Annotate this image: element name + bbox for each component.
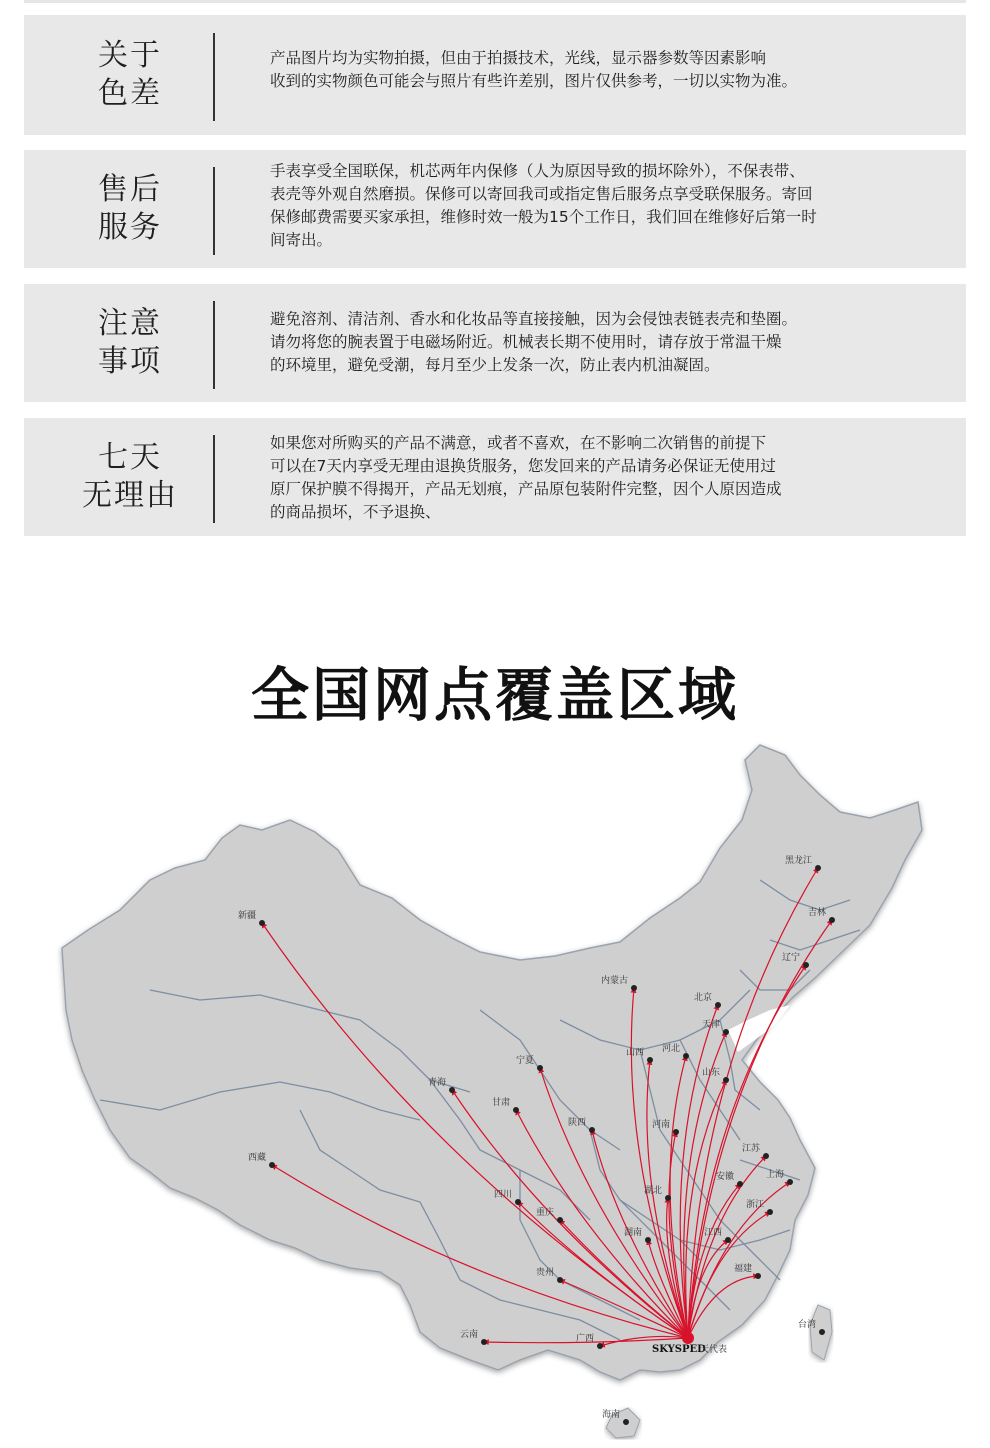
city-label-sichuan: 四川 [493, 1190, 512, 1200]
section-heading [24, 15, 236, 135]
city-dot-hubei [665, 1195, 671, 1201]
city-dot-liaoning [803, 962, 809, 968]
city-dot-beijing [715, 1002, 721, 1008]
city-dot-sichuan [515, 1199, 521, 1205]
city-dot-chongqing [557, 1217, 563, 1223]
city-dot-heilongjiang [815, 865, 821, 871]
city-label-ningxia: 宁夏 [515, 1056, 534, 1066]
city-dot-ningxia [537, 1065, 543, 1071]
section-heading-line1: 注意 [98, 306, 162, 341]
city-dot-shanxi [647, 1057, 653, 1063]
hub-city-label: 天代表 [700, 1345, 728, 1355]
section-heading-line2: 事项 [98, 344, 162, 379]
city-label-taiwan: 台湾 [797, 1320, 816, 1330]
section-divider [213, 301, 215, 389]
city-label-zhejiang: 浙江 [745, 1200, 764, 1210]
city-dot-fujian [755, 1273, 761, 1279]
city-label-hainan: 海南 [601, 1410, 620, 1420]
city-label-hubei: 湖北 [643, 1186, 662, 1196]
city-dot-shanghai [787, 1179, 793, 1185]
section-divider [213, 167, 215, 255]
hub-brand-label: SKYSPED [652, 1344, 706, 1355]
city-label-shanxi: 山西 [625, 1048, 644, 1058]
city-label-beijing: 北京 [693, 993, 712, 1003]
city-label-fujian: 福建 [733, 1264, 752, 1274]
city-dot-taiwan [819, 1329, 825, 1335]
section-divider [213, 435, 215, 523]
map-svg [0, 720, 990, 1448]
city-label-jilin: 吉林 [807, 908, 826, 918]
city-dot-hainan [623, 1419, 629, 1425]
city-dot-xinjiang [259, 920, 265, 926]
city-dot-shandong [723, 1077, 729, 1083]
top-divider [24, 0, 966, 3]
city-dot-tianjin [723, 1029, 729, 1035]
section-divider [213, 33, 215, 121]
city-label-shaanxi: 陕西 [567, 1118, 586, 1128]
section-heading [24, 418, 236, 536]
china-coverage-map [0, 720, 990, 1448]
section-after-sales [24, 150, 966, 268]
city-dot-guizhou [557, 1277, 563, 1283]
section-notes [24, 284, 966, 402]
city-dot-guangxi [597, 1343, 603, 1349]
city-label-xizang: 西藏 [247, 1153, 266, 1163]
section-heading-line2: 无理由 [82, 478, 178, 513]
city-label-tianjin: 天津 [701, 1020, 720, 1030]
city-label-qinghai: 青海 [427, 1078, 446, 1088]
city-dot-jiangxi [725, 1237, 731, 1243]
city-label-shanghai: 上海 [765, 1170, 784, 1180]
section-body: 手表享受全国联保，机芯两年内保修（人为原因导致的损坏除外），不保表带、 表壳等外观自然磨损。保修可以寄回我司或指定售后服务点享受联保服务。寄回 保修邮费需要买家承担，维修时效一般为15个工作日，我们回在维修好后第一时 间寄出。 [270, 162, 817, 249]
city-label-neimenggu: 内蒙古 [600, 976, 628, 986]
city-dot-jiangsu [763, 1153, 769, 1159]
section-body: 产品图片均为实物拍摄，但由于拍摄技术，光线，显示器参数等因素影响 收到的实物颜色可能会与照片有些许差别，图片仅供参考，一切以实物为准。 [270, 49, 798, 90]
city-dot-neimenggu [631, 985, 637, 991]
city-dot-henan [673, 1129, 679, 1135]
city-label-guizhou: 贵州 [535, 1268, 554, 1278]
city-label-henan: 河南 [651, 1120, 670, 1130]
section-seven-day-return [24, 418, 966, 536]
section-heading [24, 284, 236, 402]
city-dot-hebei [683, 1053, 689, 1059]
city-dot-jilin [829, 917, 835, 923]
section-heading [24, 150, 236, 268]
section-body: 避免溶剂、清洁剂、香水和化妆品等直接接触，因为会侵蚀表链表壳和垫圈。 请勿将您的腕表置于电磁场附近。机械表长期不使用时，请存放于常温干燥 的环境里，避免受潮，每月至少上发条一次，防止表内机油凝固。 [270, 310, 798, 374]
section-body: 如果您对所购买的产品不满意，或者不喜欢，在不影响二次销售的前提下 可以在7天内享受无理由退换货服务，您发回来的产品请务必保证无使用过 原厂保护膜不得揭开，产品无划痕，产品原包装附件完整，因个人原因造成 的商品损坏，不予退换、 [270, 434, 782, 521]
section-heading-line1: 关于 [98, 38, 162, 73]
china-outline [62, 745, 922, 1380]
city-label-gansu: 甘肃 [491, 1098, 510, 1108]
city-dot-anhui [737, 1181, 743, 1187]
city-dot-qinghai [449, 1087, 455, 1093]
section-color-difference [24, 15, 966, 135]
city-label-liaoning: 辽宁 [781, 953, 800, 963]
city-label-chongqing: 重庆 [535, 1208, 554, 1218]
city-label-guangxi: 广西 [575, 1334, 594, 1344]
city-label-jiangxi: 江西 [703, 1228, 722, 1238]
city-label-hebei: 河北 [661, 1044, 680, 1054]
city-dot-hunan [645, 1237, 651, 1243]
section-heading-line1: 七天 [98, 440, 162, 475]
city-dot-shaanxi [589, 1127, 595, 1133]
section-heading-line2: 色差 [98, 76, 162, 111]
section-heading-line1: 售后 [98, 172, 162, 207]
city-label-jiangsu: 江苏 [741, 1144, 760, 1154]
city-label-shandong: 山东 [701, 1068, 720, 1078]
city-label-heilongjiang: 黑龙江 [784, 856, 812, 866]
city-dot-yunnan [481, 1339, 487, 1345]
city-dot-xizang [269, 1162, 275, 1168]
city-dot-zhejiang [767, 1209, 773, 1215]
section-heading-line2: 服务 [98, 210, 162, 245]
coverage-title: 全国网点覆盖区域 [250, 661, 739, 729]
city-label-anhui: 安徽 [715, 1172, 734, 1182]
city-dot-gansu [513, 1107, 519, 1113]
city-label-hunan: 湖南 [623, 1228, 642, 1238]
city-label-yunnan: 云南 [459, 1330, 478, 1340]
city-label-xinjiang: 新疆 [237, 911, 256, 921]
